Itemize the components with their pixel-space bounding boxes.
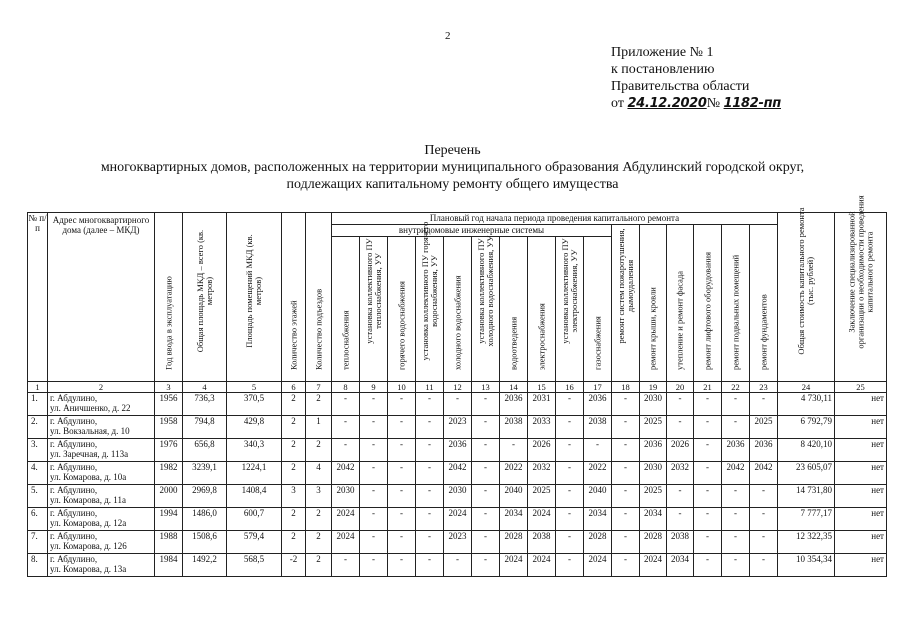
row-entrances: 2 [306,531,332,554]
row-planned-year: - [500,439,528,462]
address-city: г. Абдулино, [50,462,98,472]
row-area-total: 1508,6 [183,531,227,554]
row-entrances: 2 [306,393,332,416]
row-area-total: 736,3 [183,393,227,416]
row-floors: 3 [282,485,306,508]
address-street: ул. Комарова, д. 13а [50,564,127,574]
row-planned-year: - [444,554,472,577]
header-foundation: ремонт фундаментов [758,294,768,370]
row-planned-year: 2033 [528,416,556,439]
row-planned-year: - [556,393,584,416]
appendix-line-3: Правительства области [611,79,750,94]
row-expert: нет [835,531,887,554]
column-index-cell: 1 [28,382,48,393]
row-planned-year: 2028 [640,531,667,554]
column-index-cell: 12 [444,382,472,393]
row-planned-year: - [556,554,584,577]
row-planned-year: 2025 [528,485,556,508]
address-city: г. Абдулино, [50,554,98,564]
column-index-cell: 19 [640,382,667,393]
row-planned-year: 2036 [722,439,750,462]
from-label: от [611,96,624,111]
row-planned-year: - [694,439,722,462]
row-planned-year: - [750,508,778,531]
row-area-premises: 1224,1 [227,462,282,485]
row-planned-year: 2026 [667,439,694,462]
header-floors: Количество этажей [288,300,298,370]
row-planned-year: 2025 [640,416,667,439]
row-planned-year: - [694,554,722,577]
row-planned-year: 2032 [528,462,556,485]
row-planned-year: - [416,508,444,531]
row-number: 5. [28,485,48,508]
row-planned-year: 2028 [500,531,528,554]
row-planned-year: - [388,485,416,508]
header-hot-water-meter: установка коллективного ПУ горячего водоснабжения, УУ [419,221,439,361]
row-planned-year: - [556,416,584,439]
column-index-cell: 22 [722,382,750,393]
address-city: г. Абдулино, [50,416,98,426]
row-expert: нет [835,462,887,485]
row-planned-year: 2036 [584,393,612,416]
row-area-premises: 1408,4 [227,485,282,508]
row-planned-year: - [360,462,388,485]
row-planned-year: 2038 [500,416,528,439]
row-planned-year: 2024 [640,554,667,577]
row-planned-year: - [416,439,444,462]
row-planned-year: - [388,508,416,531]
row-address [48,554,155,577]
row-planned-year: 2026 [528,439,556,462]
row-number: 2. [28,416,48,439]
row-planned-year: 2025 [750,416,778,439]
column-index-cell: 17 [584,382,612,393]
row-planned-year: - [388,462,416,485]
row-entrances: 3 [306,485,332,508]
header-fire: ремонт систем пожаротушения, дымоудаления [615,228,635,344]
row-planned-year: - [722,508,750,531]
row-area-premises: 429,8 [227,416,282,439]
row-planned-year: - [612,462,640,485]
row-planned-year: 2023 [444,531,472,554]
row-planned-year: 2022 [584,462,612,485]
appendix-line-2: к постановлению [611,62,715,77]
row-planned-year: - [388,531,416,554]
row-planned-year: 2024 [444,508,472,531]
column-index-cell: 24 [778,382,835,393]
row-planned-year: - [722,554,750,577]
address-city: г. Абдулино, [50,439,98,449]
row-planned-year: 2024 [500,554,528,577]
table-row [28,485,887,508]
column-index-cell: 25 [835,382,887,393]
row-planned-year: 2034 [667,554,694,577]
row-planned-year: 2031 [528,393,556,416]
row-planned-year: 2038 [584,416,612,439]
address-city: г. Абдулино, [50,485,98,495]
header-roof: ремонт крыши, кровли [647,287,658,370]
row-number: 7. [28,531,48,554]
row-planned-year: 2038 [528,531,556,554]
row-planned-year: 2036 [750,439,778,462]
row-expert: нет [835,416,887,439]
row-planned-year: - [694,531,722,554]
row-planned-year: - [612,393,640,416]
row-area-total: 1486,0 [183,508,227,531]
row-planned-year: - [694,508,722,531]
title-line-2: многоквартирных домов, расположенных на территории муниципального образования Абдулинский городской округ, [100,160,805,175]
row-planned-year: - [556,439,584,462]
document-title [0,142,905,193]
row-area-premises: 568,5 [227,554,282,577]
header-address: Адрес многоквартирного дома (далее – МКД) [48,213,155,382]
header-hot-water: горячего водоснабжения [396,281,406,370]
row-planned-year: - [612,508,640,531]
column-index-cell: 11 [416,382,444,393]
row-planned-year: - [416,462,444,485]
row-planned-year: 2025 [640,485,667,508]
row-planned-year: - [472,393,500,416]
row-year: 1976 [155,439,183,462]
row-planned-year: - [750,531,778,554]
row-cost: 7 777,17 [778,508,835,531]
column-index-cell: 18 [612,382,640,393]
row-planned-year: - [694,393,722,416]
header-entrances: Количество подъездов [313,288,323,370]
header-planned-group: Плановый год начала периода проведения капитального ремонта [332,213,778,225]
row-planned-year: 2032 [667,462,694,485]
header-gas: газоснабжения [592,316,602,370]
header-cold-water-meter: установка коллективного ПУ холодного водоснабжения, УУ [475,235,495,347]
row-planned-year: - [750,393,778,416]
row-planned-year: - [388,554,416,577]
row-cost: 10 354,34 [778,554,835,577]
row-area-total: 3239,1 [183,462,227,485]
row-floors: 2 [282,531,306,554]
row-cost: 8 420,10 [778,439,835,462]
column-index-cell: 4 [183,382,227,393]
row-planned-year: - [750,554,778,577]
row-planned-year: - [388,393,416,416]
row-planned-year: 2042 [750,462,778,485]
row-planned-year: 2024 [584,554,612,577]
header-facade: утепление и ремонт фасада [674,270,685,370]
row-planned-year: 2034 [640,508,667,531]
row-planned-year: - [360,554,388,577]
row-planned-year: 2030 [444,485,472,508]
row-cost: 4 730,11 [778,393,835,416]
header-lift: ремонт лифтового оборудования [702,252,712,370]
table-row [28,393,887,416]
row-planned-year: - [416,416,444,439]
column-index-cell: 9 [360,382,388,393]
row-planned-year: - [694,462,722,485]
column-index-cell: 2 [48,382,155,393]
row-planned-year: - [556,485,584,508]
row-planned-year: - [694,416,722,439]
column-index-cell: 6 [282,382,306,393]
row-entrances: 2 [306,439,332,462]
column-index-cell: 14 [500,382,528,393]
row-planned-year: 2030 [640,393,667,416]
row-planned-year: - [388,416,416,439]
row-planned-year: - [612,554,640,577]
header-heat: теплоснабжения [340,310,350,370]
row-cost: 6 792,79 [778,416,835,439]
row-planned-year: - [612,485,640,508]
handwritten-number: 1182-пп [723,96,781,111]
column-index-cell: 23 [750,382,778,393]
row-planned-year: 2040 [500,485,528,508]
row-address [48,416,155,439]
address-street: ул. Комарова, д. 126 [50,541,127,551]
address-street: ул. Заречная, д. 113а [50,449,129,459]
row-planned-year: - [722,485,750,508]
row-planned-year: 2024 [528,508,556,531]
row-planned-year: - [332,416,360,439]
row-planned-year: 2036 [640,439,667,462]
row-planned-year: - [556,531,584,554]
row-number: 3. [28,439,48,462]
row-number: 1. [28,393,48,416]
row-area-total: 1492,2 [183,554,227,577]
appendix-title: Приложение № 1 [611,45,714,60]
table-row [28,531,887,554]
row-planned-year: - [612,531,640,554]
column-index-cell: 16 [556,382,584,393]
appendix-date-line [611,95,781,112]
table-row [28,462,887,485]
row-planned-year: - [360,439,388,462]
table-row [28,508,887,531]
row-number: 4. [28,462,48,485]
row-planned-year: - [667,393,694,416]
row-planned-year: - [722,531,750,554]
row-year: 1958 [155,416,183,439]
title-line-3: подлежащих капитальному ремонту общего имущества [286,177,619,192]
table-body [28,393,887,577]
row-planned-year: - [472,439,500,462]
row-year: 1956 [155,393,183,416]
address-street: ул. Комарова, д. 12а [50,518,127,528]
row-planned-year: 2038 [667,531,694,554]
row-planned-year: 2036 [500,393,528,416]
handwritten-date: 24.12.2020 [627,96,707,111]
row-year: 1988 [155,531,183,554]
row-planned-year: - [472,508,500,531]
row-planned-year: 2028 [584,531,612,554]
row-planned-year: - [667,485,694,508]
row-expert: нет [835,508,887,531]
row-floors: 2 [282,508,306,531]
row-planned-year: - [667,416,694,439]
row-planned-year: 2024 [332,531,360,554]
row-planned-year: - [750,485,778,508]
row-planned-year: - [360,508,388,531]
row-area-total: 2969,8 [183,485,227,508]
row-floors: 2 [282,393,306,416]
header-electric-meter: установка коллективного ПУ электроснабжения, УУ [559,238,579,344]
row-entrances: 2 [306,508,332,531]
column-index-cell: 8 [332,382,360,393]
row-cost: 14 731,80 [778,485,835,508]
row-area-premises: 579,4 [227,531,282,554]
column-index-cell: 21 [694,382,722,393]
row-planned-year: 2023 [444,416,472,439]
header-cost: Общая стоимость капитального ремонта (тыс. рублей) [796,207,815,355]
page-number: 2 [445,30,451,42]
row-cost: 23 605,07 [778,462,835,485]
row-expert: нет [835,485,887,508]
address-street: ул. Комарова, д. 10а [50,472,127,482]
row-cost: 12 322,35 [778,531,835,554]
header-electric: электроснабжения [536,303,546,370]
row-planned-year: - [416,531,444,554]
row-expert: нет [835,393,887,416]
header-year: Год ввода в эксплуатацию [163,276,173,370]
header-area-premises: Площадь помещений МКД (кв. метров) [244,234,263,348]
row-planned-year: - [332,554,360,577]
column-index-cell: 20 [667,382,694,393]
row-floors: -2 [282,554,306,577]
column-index-row [28,382,887,393]
column-index-cell: 7 [306,382,332,393]
row-planned-year: - [444,393,472,416]
row-address [48,508,155,531]
row-planned-year: 2024 [528,554,556,577]
row-address [48,462,155,485]
row-planned-year: 2042 [332,462,360,485]
address-street: ул. Вокзальная, д. 10 [50,426,130,436]
row-planned-year: 2034 [584,508,612,531]
header-sewer: водоотведения [508,316,518,370]
header-area-total: Общая площадь МКД – всего (кв. метров) [194,229,214,353]
address-city: г. Абдулино, [50,508,98,518]
row-planned-year: - [612,439,640,462]
row-area-total: 794,8 [183,416,227,439]
row-entrances: 4 [306,462,332,485]
number-label: № [706,96,721,111]
column-index-cell: 3 [155,382,183,393]
header-heat-meter: установка коллективного ПУ теплоснабжения, УУ [363,238,383,344]
row-year: 2000 [155,485,183,508]
row-planned-year: - [472,416,500,439]
row-planned-year: 2030 [332,485,360,508]
row-planned-year: - [360,485,388,508]
row-planned-year: - [472,462,500,485]
row-year: 1984 [155,554,183,577]
row-year: 1994 [155,508,183,531]
table-row [28,439,887,462]
row-planned-year: - [360,416,388,439]
row-planned-year: - [694,485,722,508]
row-entrances: 2 [306,554,332,577]
address-street: ул. Комарова, д. 11а [50,495,126,505]
row-planned-year: - [416,393,444,416]
row-expert: нет [835,554,887,577]
row-planned-year: - [332,439,360,462]
row-planned-year: 2030 [640,462,667,485]
row-address [48,531,155,554]
appendix-block [611,44,781,112]
header-num: № п/п [28,213,48,382]
row-planned-year: 2040 [584,485,612,508]
row-planned-year: 2036 [444,439,472,462]
column-index-cell: 5 [227,382,282,393]
row-area-premises: 340,3 [227,439,282,462]
row-number: 6. [28,508,48,531]
row-expert: нет [835,439,887,462]
row-area-premises: 370,5 [227,393,282,416]
row-address [48,485,155,508]
row-planned-year: - [416,554,444,577]
row-planned-year: 2042 [722,462,750,485]
row-planned-year: - [722,416,750,439]
housing-registry-table [27,195,887,577]
row-planned-year: - [556,508,584,531]
row-planned-year: 2034 [500,508,528,531]
header-expert: Заключение специализированной организации о необходимости проведения капитального ремонта [846,195,874,349]
row-planned-year: 2022 [500,462,528,485]
row-planned-year: - [360,531,388,554]
address-city: г. Абдулино, [50,531,98,541]
row-planned-year: - [722,393,750,416]
header-basement: ремонт подвальных помещений [730,254,740,370]
row-floors: 2 [282,416,306,439]
row-floors: 2 [282,462,306,485]
row-area-premises: 600,7 [227,508,282,531]
row-floors: 2 [282,439,306,462]
row-planned-year: - [332,393,360,416]
header-engineering-group: внутридомовые инженерные системы [332,225,612,237]
row-planned-year: - [388,439,416,462]
row-year: 1982 [155,462,183,485]
row-planned-year: - [416,485,444,508]
row-planned-year: - [584,439,612,462]
header-cold-water: холодного водоснабжения [452,275,462,370]
row-address [48,439,155,462]
row-planned-year: 2024 [332,508,360,531]
row-area-total: 656,8 [183,439,227,462]
title-line-1: Перечень [424,143,481,158]
row-planned-year: - [667,508,694,531]
row-planned-year: - [556,462,584,485]
address-city: г. Абдулино, [50,393,98,403]
row-number: 8. [28,554,48,577]
row-planned-year: - [472,485,500,508]
column-index-cell: 13 [472,382,500,393]
row-planned-year: - [612,416,640,439]
row-address [48,393,155,416]
row-planned-year: - [472,554,500,577]
row-planned-year: - [360,393,388,416]
row-entrances: 1 [306,416,332,439]
table-row [28,416,887,439]
row-planned-year: - [472,531,500,554]
table-row [28,554,887,577]
column-index-cell: 10 [388,382,416,393]
row-planned-year: 2042 [444,462,472,485]
column-index-cell: 15 [528,382,556,393]
address-street: ул. Аничшенко, д. 22 [50,403,131,413]
